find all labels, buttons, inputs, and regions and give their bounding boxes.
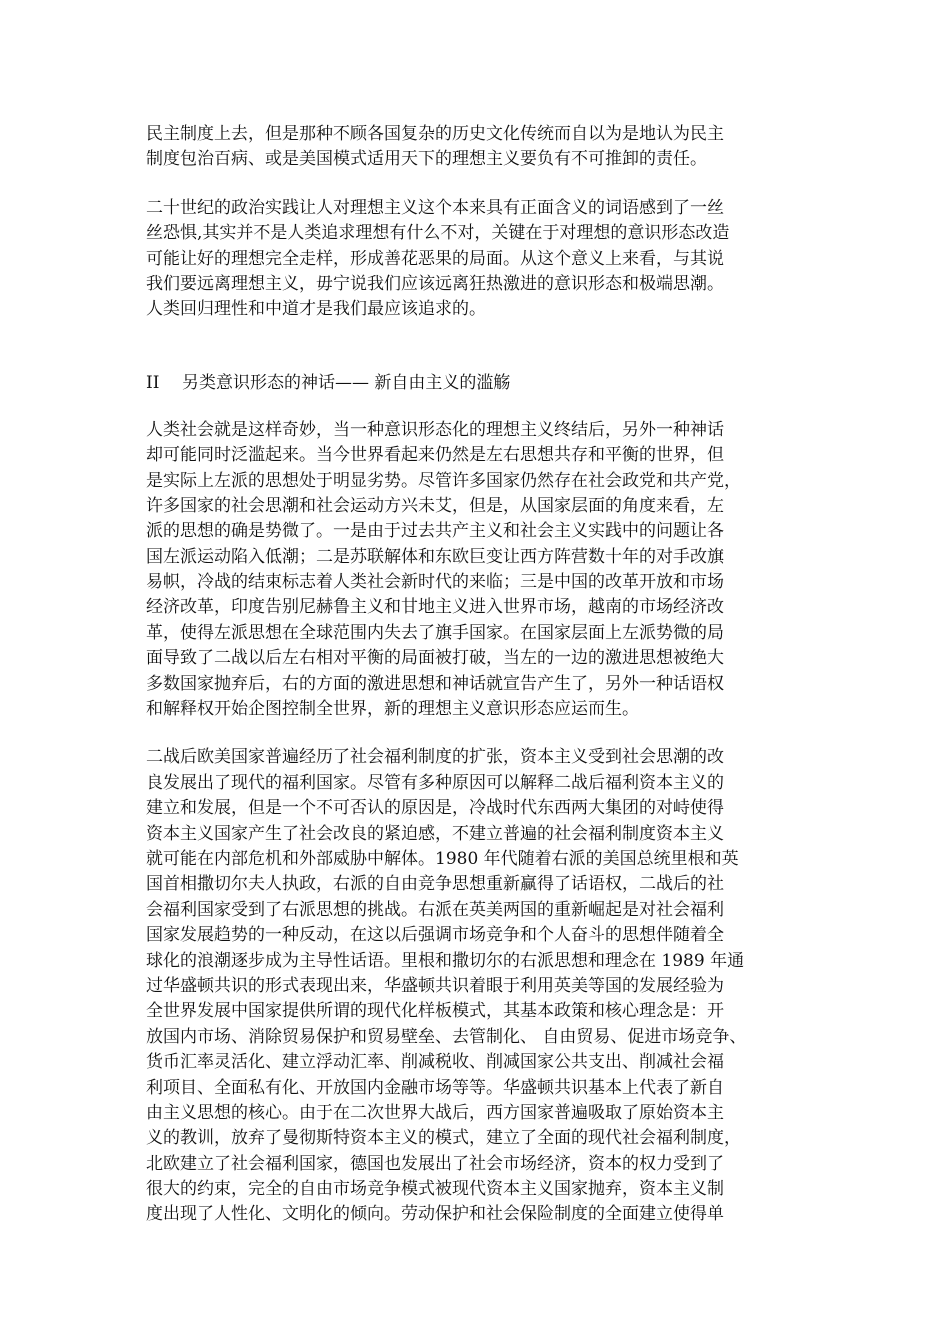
text-line: 就可能在内部危机和外部威胁中解体。1980 年代随着右派的美国总统里根和英	[146, 848, 739, 869]
text-line: 过华盛顿共识的形式表现出来，华盛顿共识着眼于利用英美等国的发展经验为	[146, 975, 724, 996]
text-line: 二战后欧美国家普遍经历了社会福利制度的扩张，资本主义受到社会思潮的改	[146, 747, 724, 768]
text-line: 会福利国家受到了右派思想的挑战。右派在英美两国的重新崛起是对社会福利	[146, 899, 724, 920]
text-line: 良发展出了现代的福利国家。尽管有多种原因可以解释二战后福利资本主义的	[146, 772, 724, 793]
text-line: 建立和发展，但是一个不可否认的原因是，冷战时代东西两大集团的对峙使得	[146, 798, 724, 819]
text-line: 面导致了二战以后左右相对平衡的局面被打破，当左的一边的激进思想被绝大	[146, 648, 724, 669]
paragraph-4	[146, 745, 816, 1227]
text-line: 丝恐惧,其实并不是人类追求理想有什么不对，关键在于对理想的意识形态改造	[146, 223, 730, 244]
text-line: 国家发展趋势的一种反动，在这以后强调市场竞争和个人奋斗的思想伴随着全	[146, 925, 724, 946]
text-line: 全世界发展中国家提供所谓的现代化样板模式，其基本政策和核心理念是：开	[146, 1001, 724, 1022]
text-line: 放国内市场、消除贸易保护和贸易壁垒、去管制化、 自由贸易、促进市场竞争、	[146, 1026, 747, 1047]
text-line: 货币汇率灵活化、建立浮动汇率、削减税收、削减国家公共支出、削减社会福	[146, 1052, 724, 1073]
text-line: 是实际上左派的思想处于明显劣势。尽管许多国家仍然存在社会政党和共产党，	[146, 470, 741, 491]
text-line: 利项目、全面私有化、开放国内金融市场等等。华盛顿共识基本上代表了新自	[146, 1077, 724, 1098]
text-line: 却可能同时泛滥起来。当今世界看起来仍然是左右思想共存和平衡的世界，但	[146, 445, 724, 466]
paragraph-3	[146, 418, 816, 723]
text-line: 资本主义国家产生了社会改良的紧迫感，不建立普遍的社会福利制度资本主义	[146, 823, 724, 844]
text-line: 人类社会就是这样奇妙，当一种意识形态化的理想主义终结后，另外一种神话	[146, 419, 724, 440]
text-line: 制度包治百病、或是美国模式适用天下的理想主义要负有不可推卸的责任。	[146, 149, 707, 170]
paragraph-1	[146, 122, 816, 173]
text-line: 很大的约束，完全的自由市场竞争模式被现代资本主义国家抛弃，资本主义制	[146, 1179, 724, 1200]
text-line: 球化的浪潮逐步成为主导性话语。里根和撒切尔的右派思想和理念在 1989 年通	[146, 950, 745, 971]
text-line: 经济改革，印度告别尼赫鲁主义和甘地主义进入世界市场，越南的市场经济改	[146, 597, 724, 618]
text-line: 派的思想的确是势微了。一是由于过去共产主义和社会主义实践中的问题让各	[146, 521, 724, 542]
text-line: 国首相撒切尔夫人执政，右派的自由竞争思想重新赢得了话语权，二战后的社	[146, 874, 724, 895]
section-heading	[146, 371, 816, 396]
text-line: 义的教训，放弃了曼彻斯特资本主义的模式，建立了全面的现代社会福利制度，	[146, 1128, 741, 1149]
text-line: 可能让好的理想完全走样，形成善花恶果的局面。从这个意义上来看，与其说	[146, 248, 724, 269]
text-line: 人类回归理性和中道才是我们最应该追求的。	[146, 299, 486, 320]
text-line: 易帜，冷战的结束标志着人类社会新时代的来临；三是中国的改革开放和市场	[146, 572, 724, 593]
text-line: 二十世纪的政治实践让人对理想主义这个本来具有正面含义的词语感到了一丝	[146, 197, 724, 218]
document-page	[146, 122, 816, 1228]
text-line: 北欧建立了社会福利国家，德国也发展出了社会市场经济，资本的权力受到了	[146, 1153, 724, 1174]
paragraph-2	[146, 196, 816, 323]
text-line: 多数国家抛弃后，右的方面的激进思想和神话就宣告产生了，另外一种话语权	[146, 673, 724, 694]
text-line: 由主义思想的核心。由于在二次世界大战后，西方国家普遍吸取了原始资本主	[146, 1102, 724, 1123]
text-line: 革，使得左派思想在全球范围内失去了旗手国家。在国家层面上左派势微的局	[146, 622, 724, 643]
text-line: 许多国家的社会思潮和社会运动方兴未艾，但是，从国家层面的角度来看，左	[146, 495, 724, 516]
text-line: 民主制度上去，但是那种不顾各国复杂的历史文化传统而自以为是地认为民主	[146, 124, 724, 144]
section-title: 另类意识形态的神话—— 新自由主义的滥觞	[182, 372, 511, 393]
text-line: 度出现了人性化、文明化的倾向。劳动保护和社会保险制度的全面建立使得单	[146, 1204, 724, 1225]
text-line: 国左派运动陷入低潮；二是苏联解体和东欧巨变让西方阵营数十年的对手改旗	[146, 546, 724, 567]
text-line: 我们要远离理想主义，毋宁说我们应该远离狂热激进的意识形态和极端思潮。	[146, 273, 724, 294]
section-number: II	[146, 372, 160, 393]
text-line: 和解释权开始企图控制全世界，新的理想主义意识形态应运而生。	[146, 699, 639, 720]
